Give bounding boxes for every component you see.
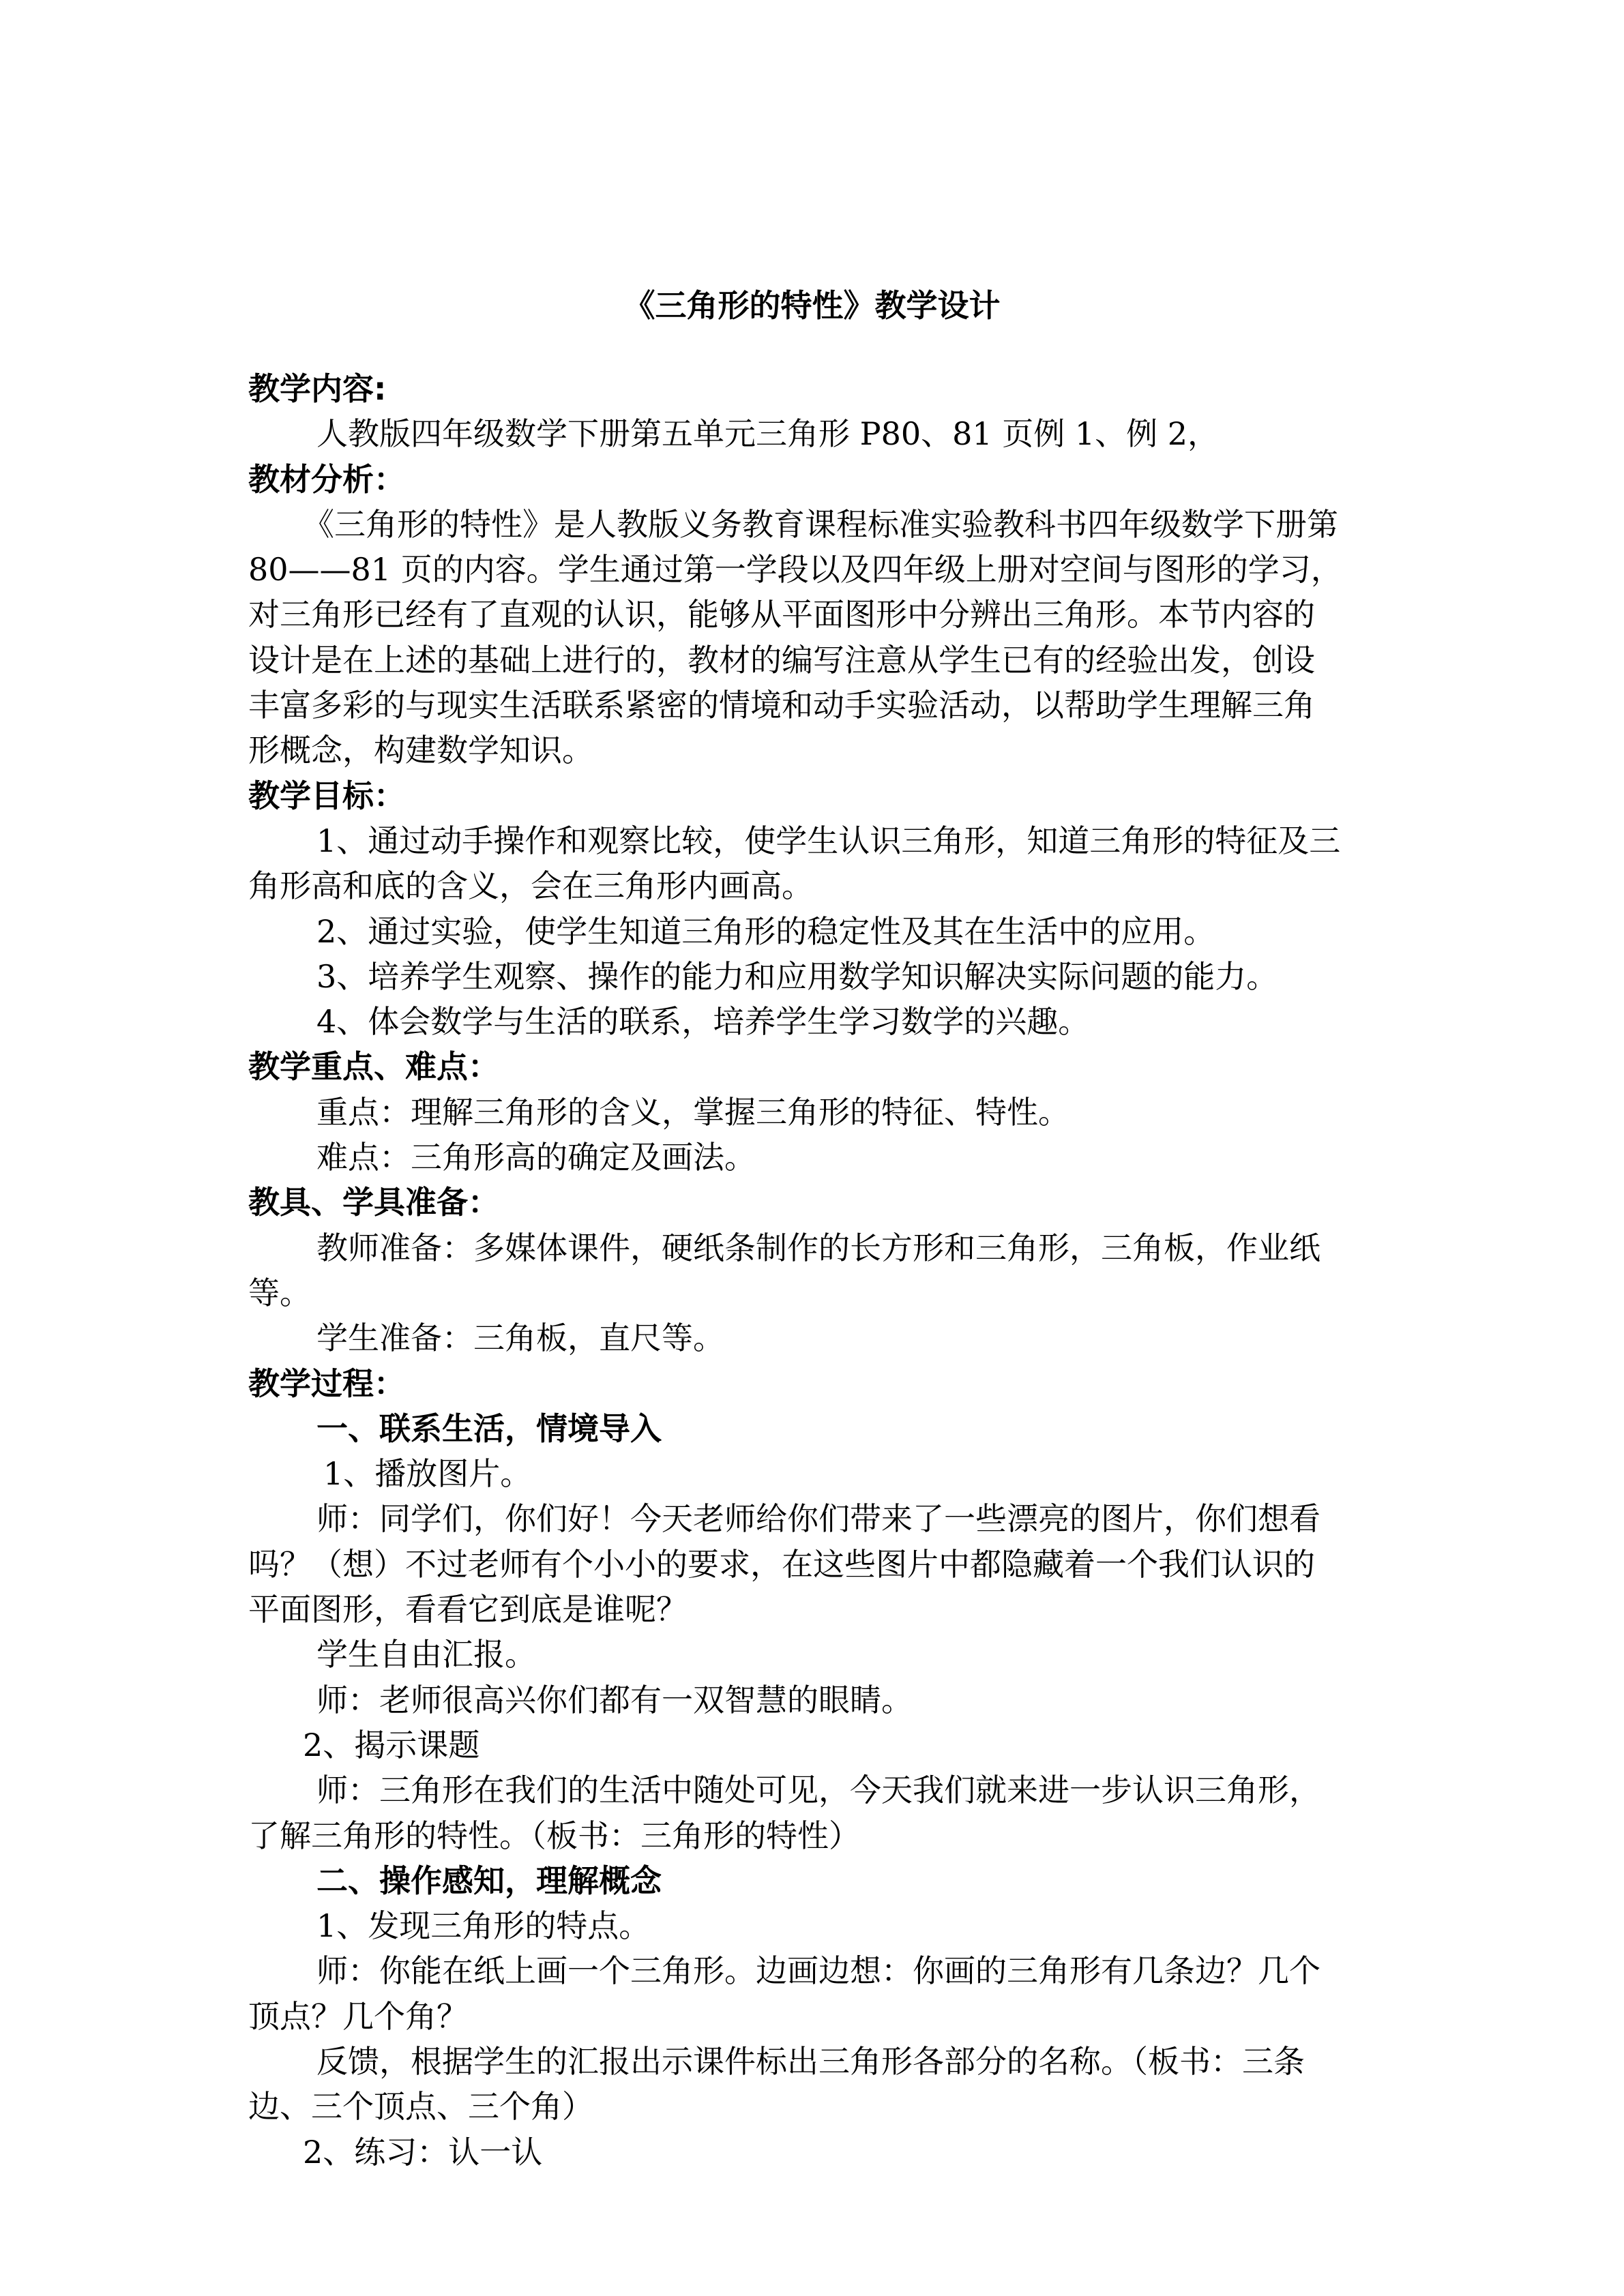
paragraph-line: 师：三角形在我们的生活中随处可见，今天我们就来进一步认识三角形， <box>316 1772 1320 1809</box>
subsection-heading: 二、操作感知，理解概念 <box>316 1862 662 1899</box>
paragraph-line: 边、三个顶点、三个角） <box>248 2088 593 2126</box>
paragraph-line: 等。 <box>248 1274 311 1311</box>
paragraph-line: 反馈，根据学生的汇报出示课件标出三角形各部分的名称。（板书：三条 <box>316 2042 1305 2080</box>
subsection-heading: 一、联系生活，情境导入 <box>316 1410 662 1447</box>
paragraph-line: 了解三角形的特性。（板书：三角形的特性） <box>248 1817 860 1854</box>
section-heading: 教具、学具准备： <box>248 1184 499 1221</box>
paragraph-line: 人教版四年级数学下册第五单元三角形 P80、81 页例 1、例 2， <box>316 415 1220 453</box>
paragraph-line: 师：同学们，你们好！今天老师给你们带来了一些漂亮的图片，你们想看 <box>316 1500 1320 1538</box>
paragraph-line: 顶点？几个角？ <box>248 1997 468 2035</box>
paragraph-line: 难点：三角形高的确定及画法。 <box>316 1139 756 1176</box>
section-heading: 教学目标： <box>248 777 405 814</box>
paragraph-line: 角形高和底的含义，会在三角形内画高。 <box>248 867 813 905</box>
paragraph-line: 1、通过动手操作和观察比较，使学生认识三角形，知道三角形的特征及三 <box>316 822 1341 859</box>
paragraph-line: 学生自由汇报。 <box>316 1636 536 1673</box>
paragraph-line: 2、通过实验，使学生知道三角形的稳定性及其在生活中的应用。 <box>316 912 1215 950</box>
document-title: 《三角形的特性》教学设计 <box>623 287 1001 324</box>
paragraph-line: 1、播放图片。 <box>323 1455 532 1493</box>
paragraph-line: 2、揭示课题 <box>303 1726 480 1763</box>
paragraph-line: 平面图形，看看它到底是谁呢？ <box>248 1591 688 1628</box>
paragraph-line: 《三角形的特性》是人教版义务教育课程标准实验教科书四年级数学下册第 <box>303 505 1338 543</box>
paragraph-line: 吗？（想）不过老师有个小小的要求，在这些图片中都隐藏着一个我们认识的 <box>248 1545 1315 1583</box>
paragraph-line: 对三角形已经有了直观的认识，能够从平面图形中分辨出三角形。本节内容的 <box>248 596 1315 633</box>
paragraph-line: 师：你能在纸上画一个三角形。边画边想：你画的三角形有几条边？几个 <box>316 1952 1320 1990</box>
document-body <box>248 366 1381 2175</box>
paragraph-line: 4、体会数学与生活的联系，培养学生学习数学的兴趣。 <box>316 1003 1090 1041</box>
paragraph-line: 2、练习：认一认 <box>303 2133 543 2171</box>
section-heading: 教材分析： <box>248 460 405 498</box>
paragraph-line: 丰富多彩的与现实生活联系紧密的情境和动手实验活动，以帮助学生理解三角 <box>248 687 1315 724</box>
section-heading: 教学重点、难点： <box>248 1048 499 1086</box>
paragraph-line: 1、发现三角形的特点。 <box>316 1907 651 1945</box>
paragraph-line: 80——81 页的内容。学生通过第一学段以及四年级上册对空间与图形的学习， <box>248 551 1342 588</box>
paragraph-line: 3、培养学生观察、操作的能力和应用数学知识解决实际问题的能力。 <box>316 957 1278 995</box>
paragraph-line: 学生准备：三角板，直尺等。 <box>316 1320 724 1357</box>
paragraph-line: 设计是在上述的基础上进行的，教材的编写注意从学生已有的经验出发，创设 <box>248 641 1315 679</box>
paragraph-line: 师：老师很高兴你们都有一双智慧的眼睛。 <box>316 1681 913 1718</box>
paragraph-line: 教师准备：多媒体课件，硬纸条制作的长方形和三角形，三角板，作业纸 <box>316 1229 1320 1266</box>
section-heading: 教学过程： <box>248 1365 405 1402</box>
section-heading: 教学内容: <box>248 370 387 407</box>
paragraph-line: 形概念，构建数学知识。 <box>248 732 593 769</box>
paragraph-line: 重点：理解三角形的含义，掌握三角形的特征、特性。 <box>316 1093 1069 1131</box>
